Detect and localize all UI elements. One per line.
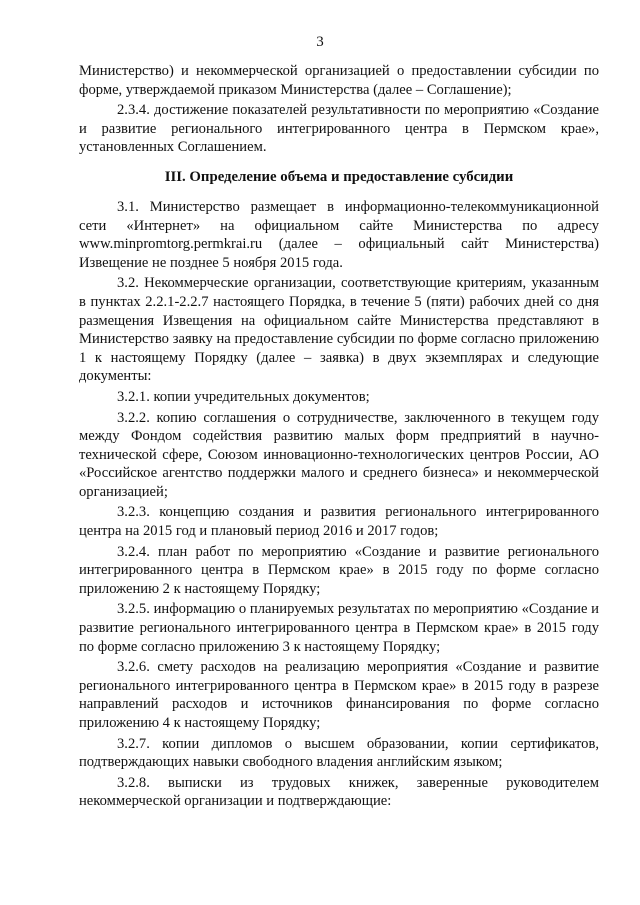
paragraph-3-2: 3.2. Некоммерческие организации, соответствующие критериям, указанным в пунктах 2.2.1-2.2.7 настоящего Порядка, в течение 5 (пяти) рабочих дней со дня размещения Извещения на официальном сайте Министерства представляют в Министерство заявку на предоставление субсидии по форме согласно приложению 1 к настоящему Порядку (далее – заявка) в двух экземплярах и следующие документы:	[79, 275, 599, 385]
paragraph-3-2-3: 3.2.3. концепцию создания и развития регионального интегрированного центра на 2015 год и плановый период 2016 и 2017 годов;	[79, 504, 599, 540]
page-number: 3	[316, 34, 324, 50]
paragraph-3-2-7: 3.2.7. копии дипломов о высшем образовании, копии сертификатов, подтверждающих навыки свободного владения английским языком;	[79, 735, 599, 771]
paragraph-3-2-2: 3.2.2. копию соглашения о сотрудничестве, заключенного в текущем году между Фондом содействия развитию малых форм предприятий в научно-технической сфере, Союзом инновационно-технологических центров России, АО «Российское агентство поддержки малого и среднего бизнеса» и некоммерческой организацией;	[79, 409, 599, 500]
paragraph-3-2-4: 3.2.4. план работ по мероприятию «Создание и развитие регионального интегрированного центра в Пермском крае» в 2015 году по форме согласно приложению 2 к настоящему Порядку;	[79, 543, 599, 597]
paragraph-3-2-1: 3.2.1. копии учредительных документов;	[117, 388, 370, 405]
paragraph-3-1: 3.1. Министерство размещает в информационно-телекоммуникационной сети «Интернет» на официальном сайте Министерства по адресу www.minpromtorg.permkrai.ru (далее – официальный сайт Министерства) Извещение не позднее 5 ноября 2015 года.	[79, 198, 599, 271]
paragraph-2-3-4: 2.3.4. достижение показателей результативности по мероприятию «Создание и развитие регионального интегрированного центра в Пермском крае», установленных Соглашением.	[79, 102, 599, 156]
paragraph-3-2-6: 3.2.6. смету расходов на реализацию мероприятия «Создание и развитие регионального интегрированного центра в Пермском крае» в 2015 году в разрезе направлений расходов и источников финансирования по форме согласно приложению 4 к настоящему Порядку;	[79, 659, 599, 731]
paragraph-3-2-8: 3.2.8. выписки из трудовых книжек, заверенные руководителем некоммерческой организации и подтверждающие:	[79, 774, 599, 810]
document-body	[79, 62, 599, 813]
paragraph-continuation: Министерство) и некоммерческой организацией о предоставлении субсидии по форме, утверждаемой приказом Министерства (далее – Соглашение);	[79, 63, 599, 98]
section-heading: III. Определение объема и предоставление субсидии	[164, 168, 514, 185]
paragraph-3-2-5: 3.2.5. информацию о планируемых результатах по мероприятию «Создание и развитие регионального интегрированного центра в Пермском крае» в 2015 году по форме согласно приложению 3 к настоящему Порядку;	[79, 601, 599, 655]
